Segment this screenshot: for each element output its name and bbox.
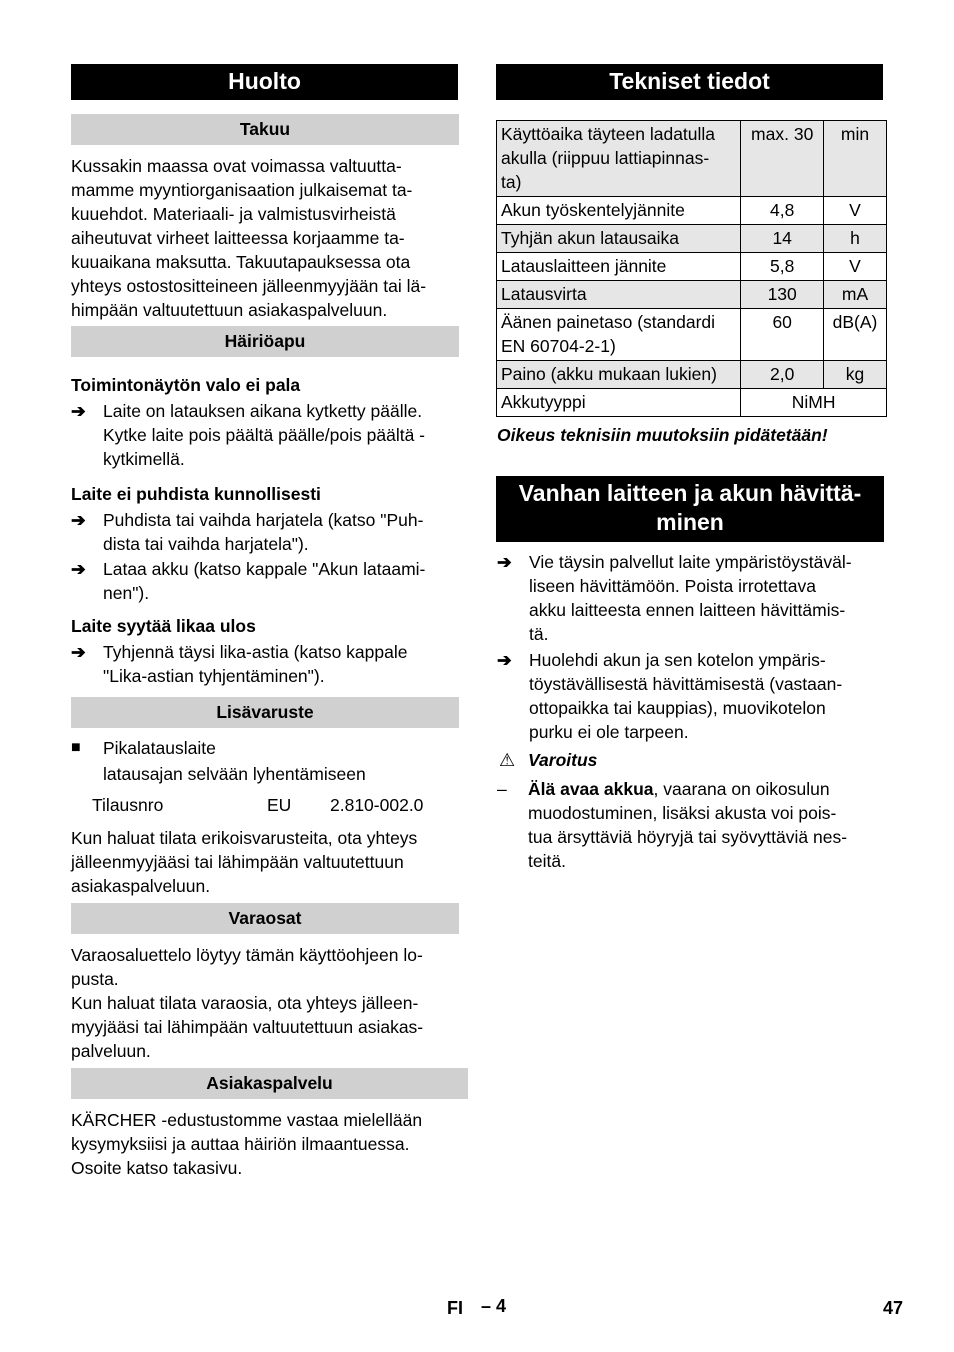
spec-label: Akkutyyppi [497, 389, 741, 417]
list-item [497, 550, 897, 646]
arrow-icon: ➔ [71, 642, 86, 662]
footer-lang: FI [447, 1298, 463, 1318]
text-line: mamme myyntiorganisaation julkaisemat ta- [71, 180, 413, 200]
text-line: pusta. [71, 969, 119, 989]
asiakaspalvelu-heading: Asiakaspalvelu [71, 1068, 468, 1099]
text-line: Kun haluat tilata erikoisvarusteita, ota yhteys [71, 828, 418, 848]
valo-list [71, 399, 471, 471]
spec-value: NiMH [741, 389, 887, 417]
lisavaruste-text [71, 826, 471, 898]
spec-label: Tyhjän akun latausaika [497, 225, 741, 253]
text-line: Varaosaluettelo löytyy tämän käyttöohjeen lo- [71, 945, 423, 965]
arrow-icon: ➔ [71, 401, 86, 421]
list-item [71, 640, 471, 688]
tech-table [496, 120, 887, 417]
list-item-line: Tyhjennä täysi lika-astia (katso kappale [103, 642, 408, 662]
spec-value: 130 [741, 281, 824, 309]
subheading-lika: Laite syytää likaa ulos [71, 616, 256, 636]
spec-value: 2,0 [741, 361, 824, 389]
arrow-icon: ➔ [71, 559, 86, 579]
text-line: asiakaspalveluun. [71, 876, 211, 896]
order-region: EU [267, 795, 292, 815]
spec-label: Paino (akku mukaan lukien) [497, 361, 741, 389]
spec-value: 4,8 [741, 197, 824, 225]
table-row [497, 389, 887, 417]
order-label: Tilausnro [92, 795, 164, 815]
accessory-desc: latausajan selvään lyhentämiseen [103, 764, 366, 784]
spec-unit: V [824, 197, 887, 225]
spec-unit: dB(A) [824, 309, 887, 361]
table-row [497, 361, 887, 389]
list-item-line: akku laitteesta ennen laitteen hävittämis- [529, 600, 846, 620]
list-item [71, 399, 471, 471]
list-item-line: tä. [529, 624, 549, 644]
list-item-line: Kytke laite pois päältä päälle/pois päältä - [103, 425, 426, 445]
table-row [497, 225, 887, 253]
footer-page-number: 47 [883, 1298, 904, 1318]
spec-label: Akun työskentelyjännite [497, 197, 741, 225]
table-row [497, 281, 887, 309]
text-line: kuuaikana maksutta. Takuutapauksessa ota [71, 252, 411, 272]
arrow-icon: ➔ [497, 552, 512, 572]
warning-line: teitä. [528, 851, 566, 871]
disposal-heading-line: minen [656, 509, 724, 535]
warning-line1: , vaarana on oikosulun [653, 779, 830, 799]
list-item-line: Laite on latauksen aikana kytketty päälle. [103, 401, 423, 421]
list-item-line: liseen hävittämöön. Poista irrotettava [529, 576, 816, 596]
subheading-valo: Toimintonäytön valo ei pala [71, 375, 301, 395]
table-row [497, 197, 887, 225]
warning-dash: – [497, 779, 507, 799]
warning-line: tua ärsyttäviä höyryjä tai syövyttäviä nes- [528, 827, 848, 847]
list-item-line: nen"). [103, 583, 150, 603]
list-item [71, 508, 471, 556]
warning-bold: Älä avaa akkua [528, 779, 654, 799]
spec-unit: mA [824, 281, 887, 309]
spec-unit: V [824, 253, 887, 281]
list-item-line: kytkimellä. [103, 449, 185, 469]
list-item-line: töystävällisestä hävittämisestä (vastaan- [529, 674, 843, 694]
arrow-icon: ➔ [497, 650, 512, 670]
warning-line: muodostuminen, lisäksi akusta voi pois- [528, 803, 837, 823]
list-item [71, 557, 471, 605]
list-item-line: Lataa akku (katso kappale "Akun lataami- [103, 559, 426, 579]
subheading-puhdistus: Laite ei puhdista kunnollisesti [71, 484, 321, 504]
tekniset-tiedot-heading: Tekniset tiedot [496, 64, 883, 100]
spec-value: max. 30 [741, 121, 824, 197]
disposal-heading [496, 476, 884, 542]
text-line: himpään valtuutettuun asiakaspalveluun. [71, 300, 388, 320]
text-line: kysymyksiisi ja auttaa häiriön ilmaantuessa. [71, 1134, 410, 1154]
spec-value: 5,8 [741, 253, 824, 281]
table-row [497, 309, 887, 361]
spec-unit: min [824, 121, 887, 197]
text-line: yhteys ostostositteineen jälleenmyyjään tai lä- [71, 276, 427, 296]
table-row [497, 253, 887, 281]
spec-label: Käyttöaika täyteen ladatulla akulla (riippuu lattiapinnas- ta) [497, 121, 741, 197]
spec-unit: h [824, 225, 887, 253]
text-line: Kun haluat tilata varaosia, ota yhteys jälleen- [71, 993, 419, 1013]
text-line: kuuehdot. Materiaali- ja valmistusvirheistä [71, 204, 396, 224]
order-number: 2.810-002.0 [330, 795, 424, 815]
list-item-line: Huolehdi akun ja sen kotelon ympäris- [529, 650, 826, 670]
text-line: jälleenmyyjääsi tai lähimpään valtuutettuun [71, 852, 404, 872]
list-item-line: Puhdista tai vaihda harjatela (katso "Puh- [103, 510, 424, 530]
spec-label: Latausvirta [497, 281, 741, 309]
takuu-heading: Takuu [71, 114, 459, 145]
spec-unit: kg [824, 361, 887, 389]
list-item-line: purku ei ole tarpeen. [529, 722, 689, 742]
spec-value: 14 [741, 225, 824, 253]
puhdistus-list [71, 508, 471, 605]
lisavaruste-heading: Lisävaruste [71, 697, 459, 728]
text-line: Osoite katso takasivu. [71, 1158, 243, 1178]
spec-label: Äänen painetaso (standardi EN 60704-2-1) [497, 309, 741, 361]
lika-list [71, 640, 471, 688]
disposal-list [497, 550, 897, 744]
list-item-line: Vie täysin palvellut laite ympäristöystäväl- [529, 552, 852, 572]
accessory-name: Pikalatauslaite [103, 738, 216, 758]
warning-text [528, 777, 898, 873]
list-item-line: ottopaikka tai kauppias), muovikotelon [529, 698, 826, 718]
text-line: myyjääsi tai lähimpään valtuutettuun asiakas- [71, 1017, 424, 1037]
takuu-text [71, 154, 471, 322]
list-item-line: dista tai vaihda harjatela"). [103, 534, 309, 554]
text-line: KÄRCHER -edustustomme vastaa mielellään [71, 1110, 423, 1130]
text-line: aiheutuvat virheet laitteessa korjaamme ta- [71, 228, 405, 248]
spec-value: 60 [741, 309, 824, 361]
warning-icon: ⚠ [499, 750, 516, 770]
warning-label: Varoitus [528, 750, 598, 770]
bullet-icon: ■ [71, 739, 81, 756]
huolto-heading: Huolto [71, 64, 458, 100]
disposal-heading-line: Vanhan laitteen ja akun hävittä- [518, 480, 862, 506]
text-line: Kussakin maassa ovat voimassa valtuutta- [71, 156, 402, 176]
footer-page-marker: – 4 [481, 1296, 507, 1316]
arrow-icon: ➔ [71, 510, 86, 530]
list-item-line: "Lika-astian tyhjentäminen"). [103, 666, 325, 686]
hairioapu-heading: Häiriöapu [71, 326, 459, 357]
varaosat-text [71, 943, 471, 1063]
table-row [497, 121, 887, 197]
list-item [497, 648, 897, 744]
changes-note: Oikeus teknisiin muutoksiin pidätetään! [497, 425, 828, 445]
varaosat-heading: Varaosat [71, 903, 459, 934]
asiakaspalvelu-text [71, 1108, 471, 1180]
spec-label: Latauslaitteen jännite [497, 253, 741, 281]
text-line: palveluun. [71, 1041, 151, 1061]
